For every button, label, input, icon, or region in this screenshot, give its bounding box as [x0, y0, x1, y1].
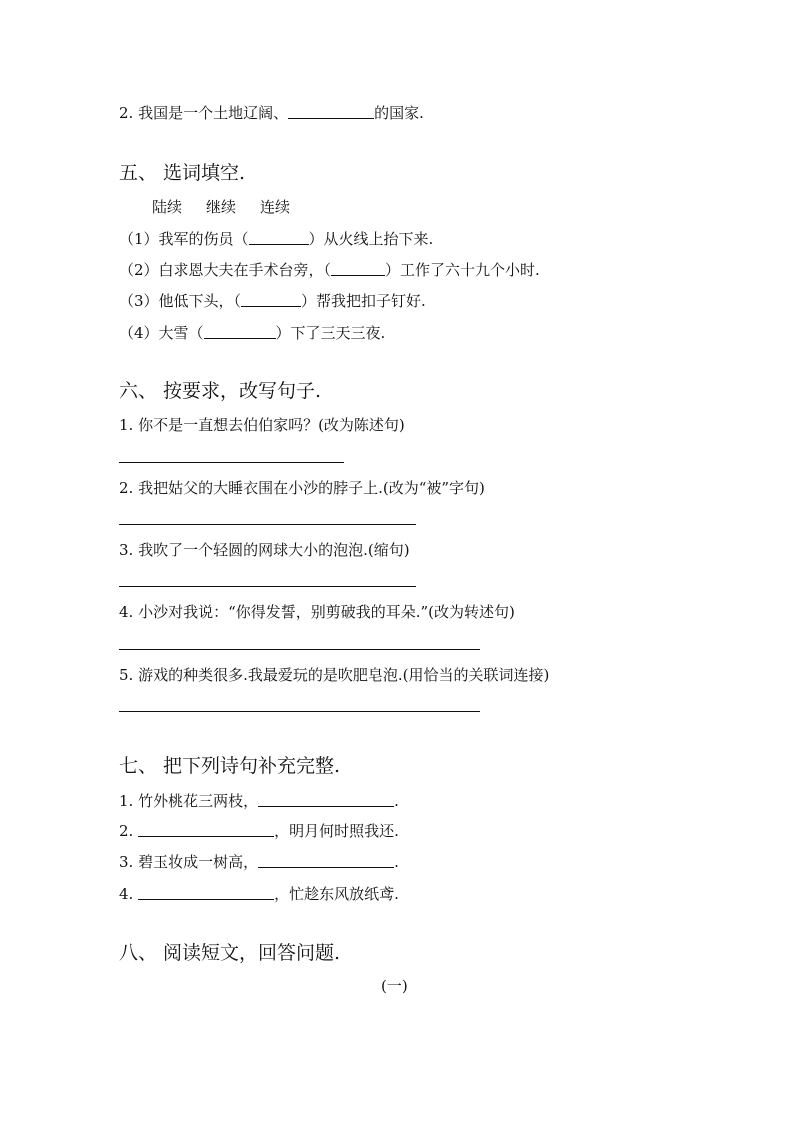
fill-item-2 [119, 259, 540, 280]
poem-line-text: 碧玉妆成一树高， [138, 853, 259, 871]
poem-line-text: 竹外桃花三两枝， [138, 792, 259, 810]
rewrite-item-3: 3. 我吹了一个轻圆的网球大小的泡泡.(缩句) [119, 541, 410, 559]
poem-line-text: ，明月何时照我还. [274, 822, 399, 840]
fill-item-text: （1）我军的伤员（ [119, 230, 249, 248]
fill-item-text: ）帮我把扣子钉好. [301, 292, 426, 310]
poem-item-number: 4. [119, 885, 134, 903]
word-bank [152, 196, 290, 217]
answer-blank[interactable] [138, 835, 274, 837]
section-7-title: 七、 把下列诗句补充完整. [119, 755, 341, 777]
poem-item-1 [119, 790, 399, 811]
fill-item-text: ）下了三天三夜. [275, 324, 386, 342]
answer-line[interactable] [119, 586, 416, 587]
poem-line-text: . [394, 853, 399, 871]
poem-item-number: 3. [119, 853, 134, 871]
passage-number: (一) [381, 977, 408, 995]
word-option: 陆续 [152, 198, 183, 216]
word-option: 连续 [260, 198, 291, 216]
fill-item-text: ）从火线上抬下来. [308, 230, 434, 248]
poem-line-text: . [394, 792, 399, 810]
answer-blank[interactable] [331, 274, 385, 276]
answer-blank[interactable] [241, 305, 301, 307]
answer-blank[interactable] [204, 337, 276, 339]
question-2-prefix: 2. 我国是一个土地辽阔、 [119, 104, 289, 122]
rewrite-item-4: 4. 小沙对我说：“你得发誓，别剪破我的耳朵.”(改为转述句) [119, 603, 515, 621]
section-5-title: 五、 选词填空. [119, 162, 246, 184]
rewrite-item-1: 1. 你不是一直想去伯伯家吗？(改为陈述句) [119, 416, 405, 434]
fill-item-text: ）工作了六十九个小时. [385, 261, 540, 279]
poem-item-number: 1. [119, 792, 134, 810]
poem-item-2 [119, 820, 399, 841]
question-2-line [119, 102, 424, 123]
answer-blank[interactable] [288, 117, 374, 119]
poem-line-text: ，忙趁东风放纸鸢. [274, 885, 399, 903]
fill-item-text: （3）他低下头，（ [119, 292, 242, 310]
answer-blank[interactable] [258, 866, 394, 868]
poem-item-4 [119, 883, 399, 904]
question-2-suffix: 的国家. [374, 104, 424, 122]
answer-line[interactable] [119, 711, 480, 712]
rewrite-item-5: 5. 游戏的种类很多.我最爱玩的是吹肥皂泡.(用恰当的关联词连接) [119, 666, 550, 684]
fill-item-3 [119, 290, 426, 311]
poem-item-3 [119, 851, 399, 872]
answer-blank[interactable] [249, 243, 309, 245]
fill-item-text: （2）白求恩大夫在手术台旁，（ [119, 261, 332, 279]
answer-line[interactable] [119, 462, 344, 463]
word-option: 继续 [206, 198, 237, 216]
rewrite-item-2: 2. 我把姑父的大睡衣围在小沙的脖子上.(改为“被”字句) [119, 479, 485, 497]
answer-line[interactable] [119, 649, 480, 650]
section-8-title: 八、 阅读短文，回答问题. [119, 942, 341, 964]
answer-blank[interactable] [258, 805, 394, 807]
answer-blank[interactable] [138, 898, 274, 900]
fill-item-text: （4）大雪（ [119, 324, 204, 342]
answer-line[interactable] [119, 524, 416, 525]
fill-item-4 [119, 322, 385, 343]
fill-item-1 [119, 228, 433, 249]
section-6-title: 六、 按要求，改写句子. [119, 380, 322, 402]
poem-item-number: 2. [119, 822, 134, 840]
